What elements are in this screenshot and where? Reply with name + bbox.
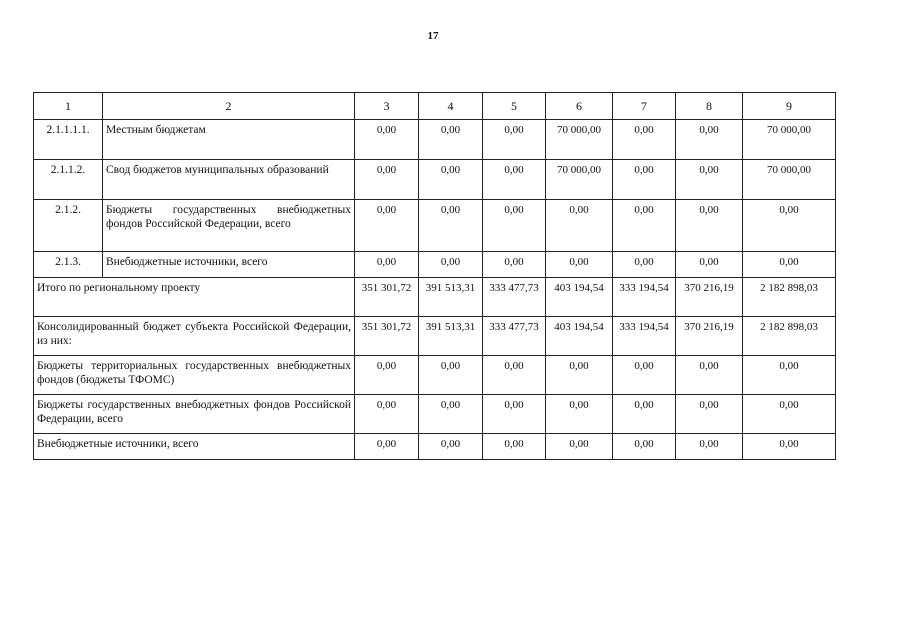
summary-row [34,356,836,395]
value-cell: 70 000,00 [546,160,613,200]
value-cell: 370 216,19 [676,317,743,356]
value-cell: 0,00 [419,356,483,395]
page-number: 17 [427,30,439,42]
table-row [34,252,836,278]
value-cell: 403 194,54 [546,278,613,317]
value-cell: 70 000,00 [743,160,836,200]
value-cell: 0,00 [743,356,836,395]
value-cell: 0,00 [546,434,613,460]
value-cell: 351 301,72 [355,317,419,356]
value-cell: 0,00 [613,252,676,278]
table-row [34,120,836,160]
value-cell: 0,00 [419,160,483,200]
summary-row-name: Внебюджетные источники, всего [34,434,355,460]
value-cell: 333 194,54 [613,317,676,356]
summary-row-name: Консолидированный бюджет субъекта Российской Федерации, из них: [34,317,355,356]
value-cell: 0,00 [483,252,546,278]
value-cell: 0,00 [483,434,546,460]
value-cell: 0,00 [355,160,419,200]
row-name: Бюджеты государственных внебюджетных фондов Российской Федерации, всего [103,200,355,252]
value-cell: 0,00 [613,356,676,395]
value-cell: 0,00 [419,252,483,278]
column-header: 7 [613,93,676,120]
value-cell: 2 182 898,03 [743,278,836,317]
value-cell: 0,00 [355,200,419,252]
summary-row-name: Итого по региональному проекту [34,278,355,317]
value-cell: 0,00 [613,434,676,460]
value-cell: 0,00 [676,160,743,200]
table-row [34,160,836,200]
value-cell: 0,00 [483,120,546,160]
value-cell: 403 194,54 [546,317,613,356]
column-header: 2 [103,93,355,120]
value-cell: 0,00 [743,200,836,252]
value-cell: 0,00 [613,120,676,160]
row-name: Свод бюджетов муниципальных образований [103,160,355,200]
value-cell: 0,00 [676,356,743,395]
value-cell: 0,00 [743,395,836,434]
value-cell: 0,00 [419,200,483,252]
value-cell: 0,00 [483,200,546,252]
value-cell: 0,00 [743,252,836,278]
value-cell: 0,00 [676,120,743,160]
value-cell: 333 194,54 [613,278,676,317]
value-cell: 0,00 [613,395,676,434]
column-header: 4 [419,93,483,120]
value-cell: 333 477,73 [483,278,546,317]
value-cell: 0,00 [613,200,676,252]
value-cell: 0,00 [483,395,546,434]
row-code: 2.1.1.1.1. [34,120,103,160]
value-cell: 391 513,31 [419,278,483,317]
value-cell: 0,00 [419,395,483,434]
value-cell: 0,00 [546,200,613,252]
table-header-row [34,93,836,120]
value-cell: 0,00 [419,434,483,460]
column-header: 9 [743,93,836,120]
value-cell: 0,00 [743,434,836,460]
table-row [34,200,836,252]
summary-row-name: Бюджеты территориальных государственных внебюджетных фондов (бюджеты ТФОМС) [34,356,355,395]
value-cell: 0,00 [676,200,743,252]
value-cell: 0,00 [355,434,419,460]
value-cell: 0,00 [546,395,613,434]
column-header: 6 [546,93,613,120]
value-cell: 0,00 [483,160,546,200]
value-cell: 0,00 [546,356,613,395]
row-name: Внебюджетные источники, всего [103,252,355,278]
column-header: 1 [34,93,103,120]
value-cell: 0,00 [355,120,419,160]
summary-row [34,395,836,434]
row-code: 2.1.3. [34,252,103,278]
value-cell: 70 000,00 [743,120,836,160]
summary-row [34,317,836,356]
summary-row-name: Бюджеты государственных внебюджетных фондов Российской Федерации, всего [34,395,355,434]
value-cell: 391 513,31 [419,317,483,356]
budget-table [33,92,836,460]
summary-row [34,434,836,460]
value-cell: 2 182 898,03 [743,317,836,356]
value-cell: 0,00 [355,252,419,278]
value-cell: 0,00 [613,160,676,200]
value-cell: 70 000,00 [546,120,613,160]
value-cell: 0,00 [419,120,483,160]
column-header: 8 [676,93,743,120]
row-code: 2.1.2. [34,200,103,252]
row-name: Местным бюджетам [103,120,355,160]
column-header: 3 [355,93,419,120]
value-cell: 351 301,72 [355,278,419,317]
column-header: 5 [483,93,546,120]
value-cell: 0,00 [676,252,743,278]
value-cell: 0,00 [546,252,613,278]
summary-row [34,278,836,317]
value-cell: 370 216,19 [676,278,743,317]
value-cell: 0,00 [676,395,743,434]
value-cell: 0,00 [355,356,419,395]
value-cell: 333 477,73 [483,317,546,356]
value-cell: 0,00 [483,356,546,395]
row-code: 2.1.1.2. [34,160,103,200]
value-cell: 0,00 [676,434,743,460]
value-cell: 0,00 [355,395,419,434]
